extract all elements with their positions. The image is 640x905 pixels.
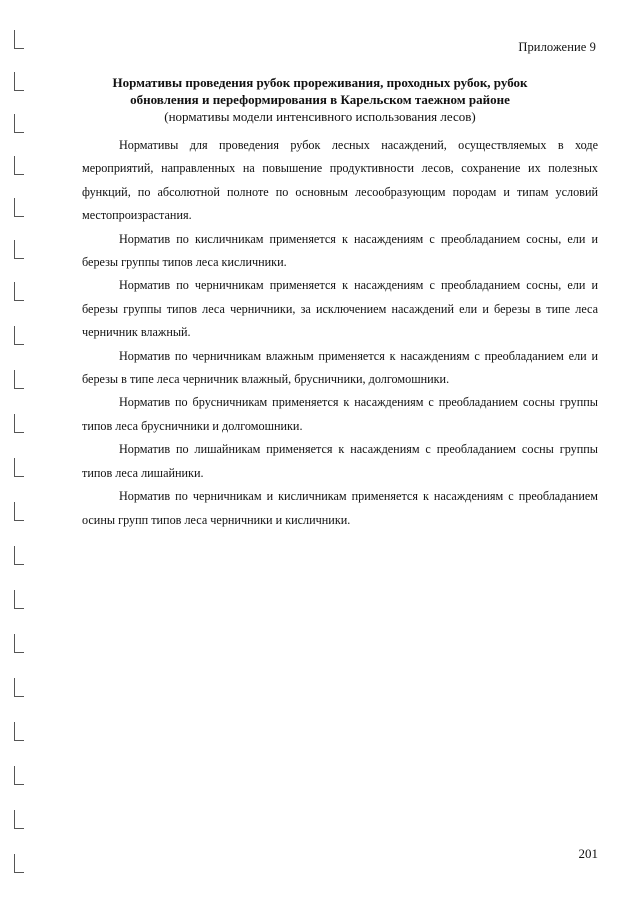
binding-mark [14, 198, 24, 217]
title-subtitle: (нормативы модели интенсивного использования лесов) [164, 109, 476, 124]
binding-mark [14, 326, 24, 345]
paragraph: Норматив по черничникам применяется к насаждениям с преобладанием сосны, ели и березы группы типов леса черничники, за исключением насаждений ели и березы в типе леса черничник влажный. [82, 278, 598, 340]
paragraph: Норматив по кисличникам применяется к насаждениям с преобладанием сосны, ели и березы группы типов леса кисличники. [82, 231, 598, 270]
binding-mark [14, 370, 24, 389]
binding-mark [14, 30, 24, 49]
binding-mark [14, 414, 24, 433]
binding-mark [14, 282, 24, 301]
binding-mark [14, 590, 24, 609]
paragraph: Норматив по черничникам и кисличникам применяется к насаждениям с преобладанием осины групп типов леса черничники и кисличники. [82, 489, 598, 527]
binding-mark [14, 546, 24, 565]
binding-mark [14, 634, 24, 653]
binding-mark [14, 502, 24, 521]
binding-mark [14, 240, 24, 259]
paragraph: Норматив по брусничникам применяется к насаждениям с преобладанием сосны группы типов леса брусничники и долгомошники. [82, 395, 598, 433]
appendix-label: Приложение 9 [518, 40, 596, 54]
binding-mark [14, 458, 24, 477]
binding-marks [14, 0, 44, 905]
title-line-2: обновления и переформирования в Карельском таежном районе [130, 92, 510, 107]
binding-mark [14, 678, 24, 697]
binding-mark [14, 854, 24, 873]
binding-mark [14, 72, 24, 91]
binding-mark [14, 114, 24, 133]
paragraph: Норматив по лишайникам применяется к насаждениям с преобладанием сосны группы типов леса лишайники. [82, 442, 598, 480]
page-number: 201 [578, 846, 598, 861]
paragraph: Норматив по черничникам влажным применяется к насаждениям с преобладанием ели и березы в типе леса черничник влажный, брусничники, долгомошники. [82, 348, 598, 387]
binding-mark [14, 810, 24, 829]
binding-mark [14, 722, 24, 741]
paragraph: Нормативы для проведения рубок лесных насаждений, осуществляемых в ходе мероприятий, направленных на повышение продуктивности лесов, сохранение их полезных функций, по абсолютной полноте по основным лесообразующим породам и типам условий местопроизрастания. [82, 138, 598, 223]
title-line-1: Нормативы проведения рубок прореживания, проходных рубок, рубок [112, 75, 528, 90]
binding-mark [14, 766, 24, 785]
document-title [110, 74, 530, 125]
binding-mark [14, 156, 24, 175]
document-body [82, 134, 598, 532]
